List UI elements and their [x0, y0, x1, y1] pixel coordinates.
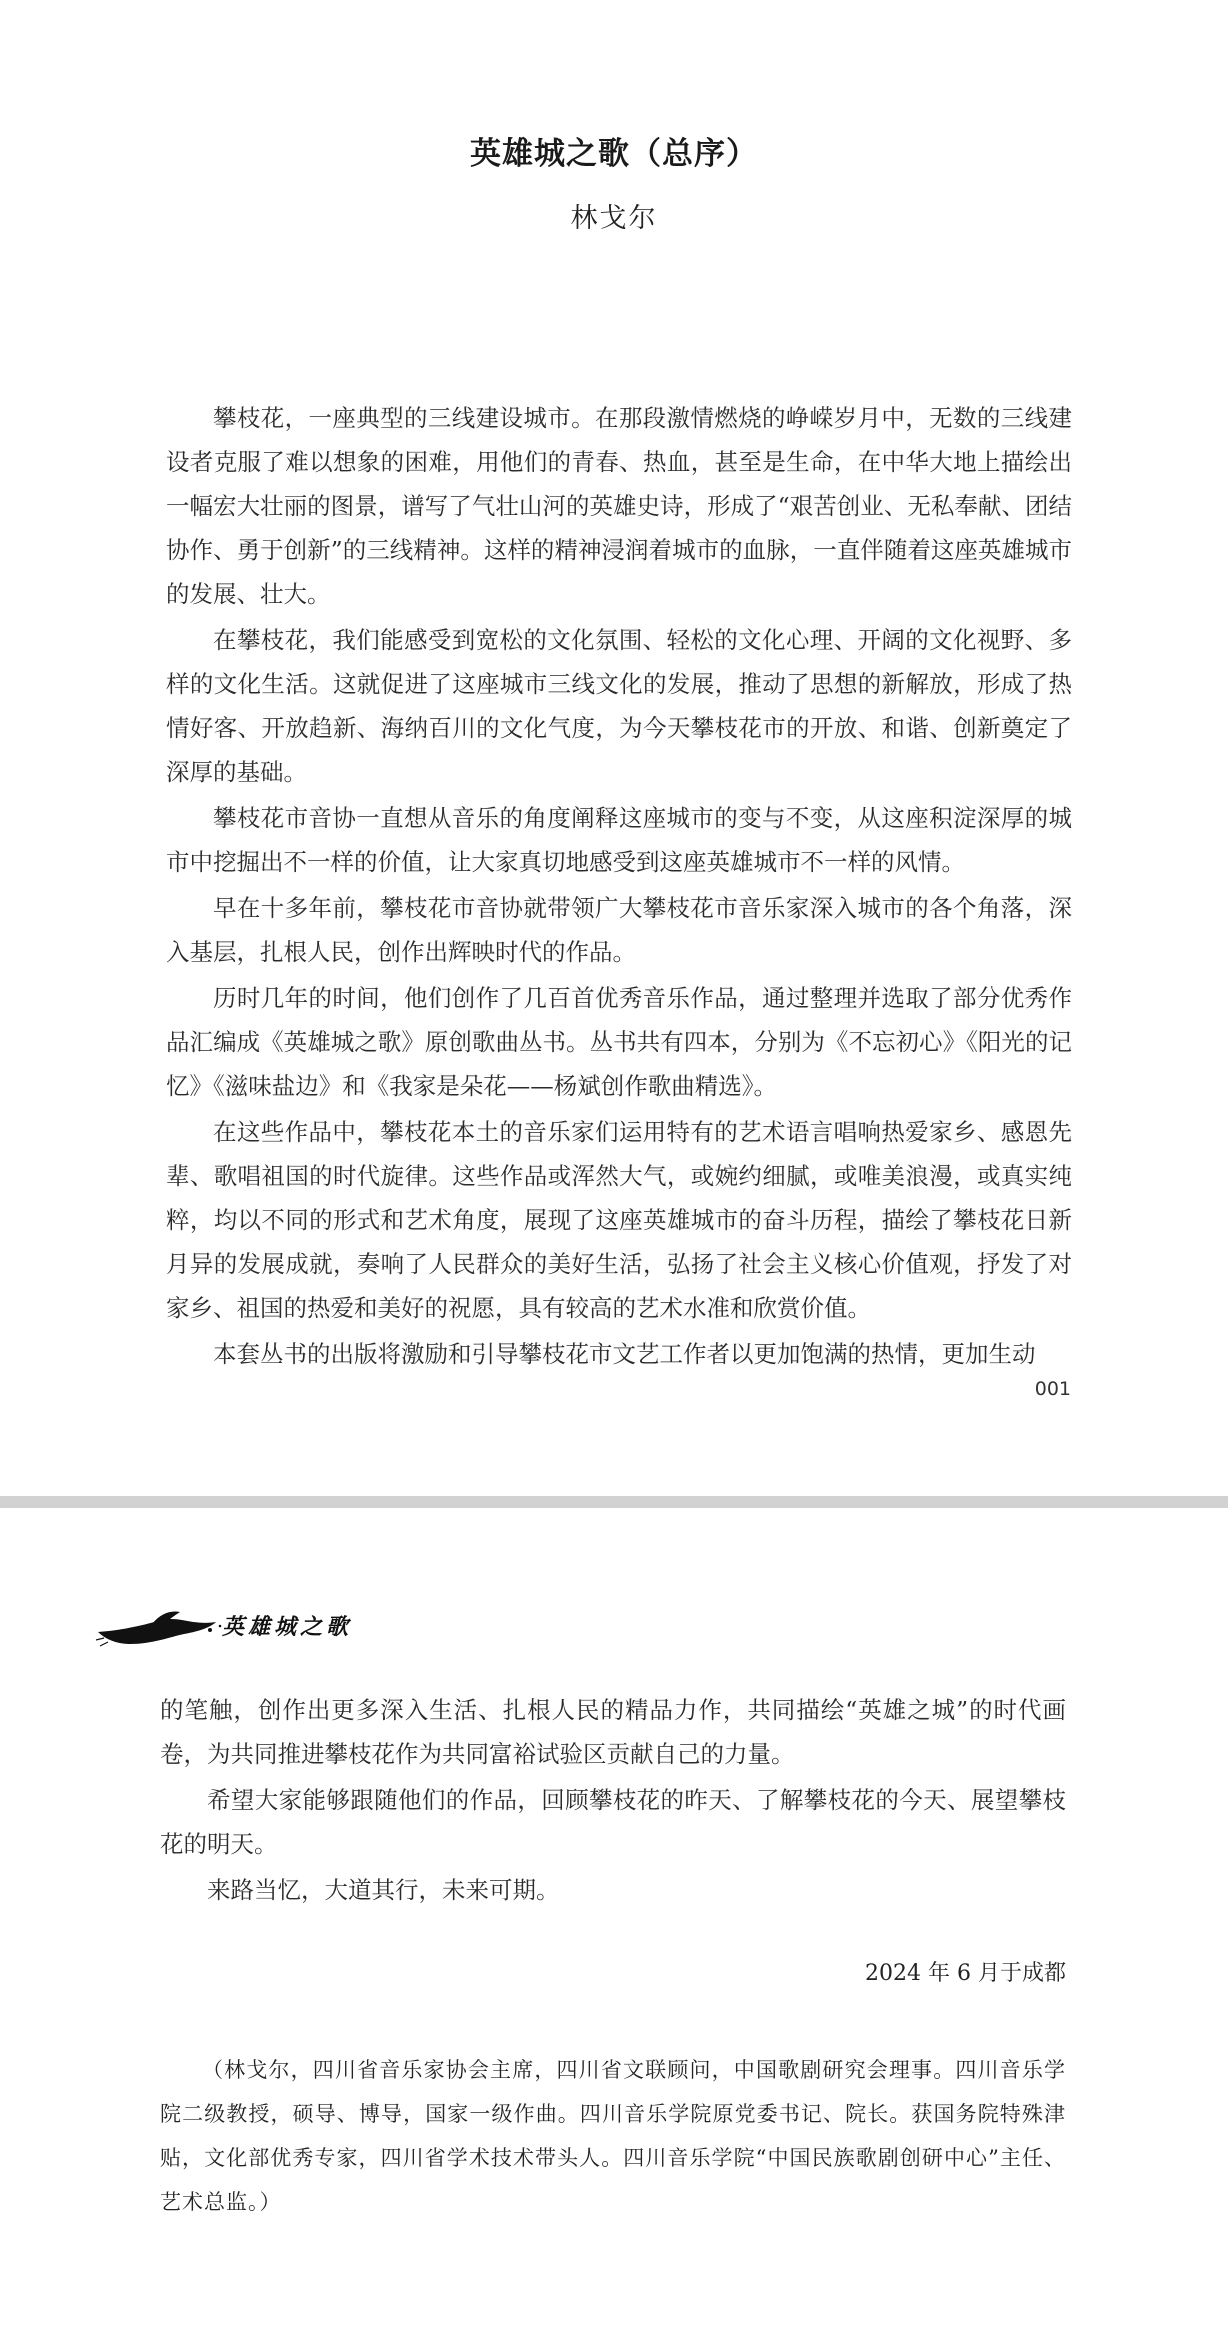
- ink-brush-logo: [92, 1600, 232, 1654]
- paragraph: 的笔触，创作出更多深入生活、扎根人民的精品力作，共同描绘“英雄之城”的时代画卷，为共同推进攀枝花作为共同富裕试验区贡献自己的力量。: [160, 1696, 1066, 1768]
- page-title: 英雄城之歌（总序）: [470, 136, 758, 172]
- paragraph: 历时几年的时间，他们创作了几百首优秀音乐作品，通过整理并选取了部分优秀作品汇编成《英雄城之歌》原创歌曲丛书。丛书共有四本，分别为《不忘初心》《阳光的记忆》《滋味盐边》和《我家是朵花——杨斌创作歌曲精选》。: [166, 984, 1072, 1100]
- page-divider: [0, 1496, 1228, 1508]
- paragraph: 攀枝花，一座典型的三线建设城市。在那段激情燃烧的峥嵘岁月中，无数的三线建设者克服了难以想象的困难，用他们的青春、热血，甚至是生命，在中华大地上描绘出一幅宏大壮丽的图景，谱写了气壮山河的英雄史诗，形成了“艰苦创业、无私奉献、团结协作、勇于创新”的三线精神。这样的精神浸润着城市的血脉，一直伴随着这座英雄城市的发展、壮大。: [166, 404, 1072, 608]
- paragraph: 在这些作品中，攀枝花本土的音乐家们运用特有的艺术语言唱响热爱家乡、感恩先辈、歌唱祖国的时代旋律。这些作品或浑然大气，或婉约细腻，或唯美浪漫，或真实纯粹，均以不同的形式和艺术角度，展现了这座英雄城市的奋斗历程，描绘了攀枝花日新月异的发展成就，奏响了人民群众的美好生活，弘扬了社会主义核心价值观，抒发了对家乡、祖国的热爱和美好的祝愿，具有较高的艺术水准和欣赏价值。: [166, 1118, 1072, 1322]
- page-number: 001: [1034, 1378, 1071, 1400]
- paragraph: 在攀枝花，我们能感受到宽松的文化氛围、轻松的文化心理、开阔的文化视野、多样的文化生活。这就促进了这座城市三线文化的发展，推动了思想的新解放，形成了热情好客、开放趋新、海纳百川的文化气度，为今天攀枝花市的开放、和谐、创新奠定了深厚的基础。: [166, 626, 1072, 786]
- paragraph: 来路当忆，大道其行，未来可期。: [207, 1876, 560, 1904]
- running-header: 英雄城之歌: [222, 1614, 353, 1640]
- author-bio: （林戈尔，四川省音乐家协会主席，四川省文联顾问，中国歌剧研究会理事。四川音乐学院二级教授，硕导、博导，国家一级作曲。四川音乐学院原党委书记、院长。获国务院特殊津贴，文化部优秀专家，四川省学术技术带头人。四川音乐学院“中国民族歌剧创研中心”主任、艺术总监。）: [160, 2058, 1066, 2214]
- paragraph: 本套丛书的出版将激励和引导攀枝花市文艺工作者以更加饱满的热情，更加生动: [213, 1340, 1036, 1368]
- body-text: [160, 1688, 1066, 1914]
- dateline: 2024 年 6 月于成都: [865, 1961, 1066, 1986]
- body-text: [166, 396, 1072, 1378]
- paragraph: 攀枝花市音协一直想从音乐的角度阐释这座城市的变与不变，从这座积淀深厚的城市中挖掘出不一样的价值，让大家真切地感受到这座英雄城市不一样的风情。: [166, 804, 1072, 876]
- paragraph: 早在十多年前，攀枝花市音协就带领广大攀枝花市音乐家深入城市的各个角落，深入基层，扎根人民，创作出辉映时代的作品。: [166, 894, 1072, 966]
- paragraph: 希望大家能够跟随他们的作品，回顾攀枝花的昨天、了解攀枝花的今天、展望攀枝花的明天。: [160, 1786, 1066, 1858]
- author-name: 林戈尔: [570, 203, 658, 234]
- page-two: [0, 1508, 1228, 2330]
